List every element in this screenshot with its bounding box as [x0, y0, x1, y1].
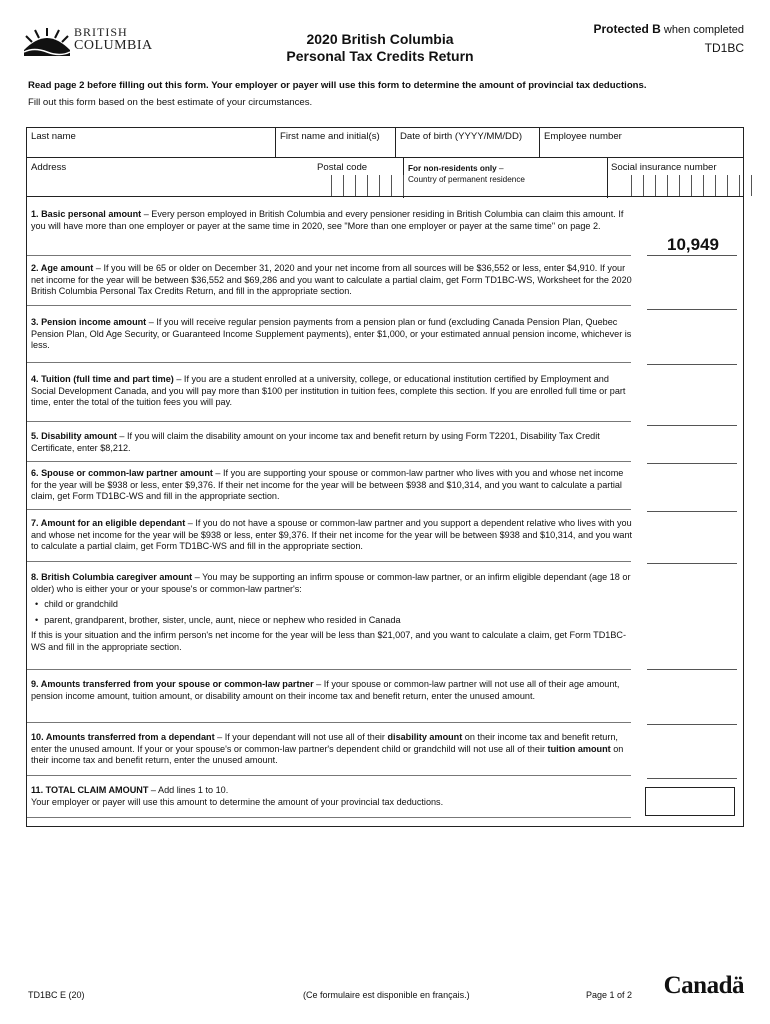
postal-code-boxes[interactable]: [331, 175, 404, 196]
address-field[interactable]: Address: [31, 162, 67, 173]
claim-sections: [26, 197, 744, 827]
protected-label: Protected B when completed: [593, 22, 744, 36]
page-number: Page 1 of 2: [586, 990, 633, 1000]
line-7-amount[interactable]: [647, 563, 737, 564]
page-title: 2020 British Columbia Personal Tax Credits Return: [286, 31, 474, 64]
section-1: 1. Basic personal amount – Every person employed in British Columbia and every pensioner residing in British Columbia can claim this amount. If you will have more than one employer or payer at the same time in 2020, see "More than one employer or payer at the same time" on page 2.: [31, 209, 624, 231]
sin-boxes[interactable]: [631, 175, 752, 196]
french-availability: (Ce formulaire est disponible en français.): [303, 990, 470, 1000]
section-3: 3. Pension income amount – If you will receive regular pension payments from a pension plan or fund (excluding Canada Pension Plan, Quebec Pension Plan, Old Age Security, or Guaranteed Income Supplement payments), enter $1,000, or your estimated annual pension income, whichever is less.: [31, 317, 632, 351]
intro-instruction: Read page 2 before filling out this form. Your employer or payer will use this form to determine the amount of provincial tax deductions.: [28, 80, 647, 91]
line-1-amount[interactable]: [647, 255, 737, 256]
total-claim-amount-box[interactable]: [645, 787, 735, 816]
section-8: 8. British Columbia caregiver amount – You may be supporting an infirm spouse or common-law partner, or an infirm eligible dependant (age 18 or older) who is either your or your spouse's or common-law partner's: • child or grandchild • parent, grandparent, brother, sister, uncle, aunt, niece or nephew who resided in Canada If this is your situation and the infirm person's net income for the year will be less than $21,007, and you want to calculate a claim, get Form TD1BC-WS and fill in the appropriate section.: [31, 572, 633, 654]
section-6: 6. Spouse or common-law partner amount – If you are supporting your spouse or common-law partner who lives with you and whose net income for the year will be $938 or less, enter $9,376. If their net income for the year will be between $938 and $10,314, and you want to calculate a partial claim, get Form TD1BC-WS and fill in the appropriate section.: [31, 468, 624, 502]
logo-line2: COLUMBIA: [74, 38, 153, 53]
form-code: TD1BC: [704, 41, 744, 55]
section-11: 11. TOTAL CLAIM AMOUNT – Add lines 1 to 10. Your employer or payer will use this amount to determine the amount of your provincial tax deductions.: [31, 785, 444, 807]
sin-label: Social insurance number: [611, 162, 717, 173]
bc-sun-icon: [22, 28, 72, 58]
line-5-amount[interactable]: [647, 463, 737, 464]
date-of-birth-field[interactable]: Date of birth (YYYY/MM/DD): [400, 131, 523, 142]
caregiver-bullet-2: • parent, grandparent, brother, sister, uncle, aunt, niece or nephew who resided in Canada: [31, 615, 633, 627]
first-name-field[interactable]: First name and initial(s): [280, 131, 380, 142]
logo-line1: BRITISH: [74, 25, 128, 39]
non-residents-field[interactable]: For non-residents only – Country of permanent residence: [408, 164, 525, 184]
section-4: 4. Tuition (full time and part time) – If you are a student enrolled at a university, college, or educational institution certified by Employment and Social Development Canada, and you will pay more than $100 per institution in tuition fees, complete this section. If you are enrolled full time or part time, enter the total of the tuition fees you will pay.: [31, 374, 626, 408]
postal-code-label: Postal code: [317, 162, 368, 173]
last-name-field[interactable]: Last name: [31, 131, 76, 142]
line-6-amount[interactable]: [647, 511, 737, 512]
line-9-amount[interactable]: [647, 724, 737, 725]
line-2-amount[interactable]: [647, 309, 737, 310]
intro-fill: Fill out this form based on the best estimate of your circumstances.: [28, 97, 313, 108]
form-id: TD1BC E (20): [28, 990, 85, 1000]
employee-number-field[interactable]: Employee number: [544, 131, 622, 142]
section-2: 2. Age amount – If you will be 65 or older on December 31, 2020 and your net income from all sources will be $36,552 or less, enter $4,910. If your net income for the year will be between $36,552 and $69,286 and you want to calculate a partial claim, get Form TD1BC-WS, Worksheet for the 2020 British Columbia Personal Tax Credits Return, and fill in the appropriate section.: [31, 263, 632, 297]
section-5: 5. Disability amount – If you will claim the disability amount on your income tax and benefit return by using Form T2201, Disability Tax Credit Certificate, enter $8,212.: [31, 431, 600, 453]
section-9: 9. Amounts transferred from your spouse or common-law partner – If your spouse or common-law partner will not use all of their age amount, pension income amount, tuition amount, or disability amount on their income tax and benefit return, enter the unused amount.: [31, 679, 620, 701]
line-4-amount[interactable]: [647, 425, 737, 426]
line-10-amount[interactable]: [647, 778, 737, 779]
line-8-amount[interactable]: [647, 669, 737, 670]
bc-logo: [22, 22, 152, 62]
basic-personal-amount-value: 10,949: [667, 235, 719, 254]
section-7: 7. Amount for an eligible dependant – If you do not have a spouse or common-law partner and you support a dependent relative who lives with you and whose net income for the year will be $938 or less, enter $9,376. If their net income for the year will be between $938 and $10,314, and you want to calculate a partial claim, get Form TD1BC-WS and fill in the appropriate section.: [31, 518, 633, 552]
caregiver-bullet-1: • child or grandchild: [31, 599, 633, 611]
identification-table: [26, 127, 744, 197]
canada-wordmark: Canadä: [663, 972, 744, 999]
section-10: 10. Amounts transferred from a dependant – If your dependant will not use all of their disability amount on their income tax and benefit return, enter the unused amount. If your or your spouse's or common-law partner's dependent child or grandchild will not use all of their tuition amount on their income tax and benefit return, enter the unused amount.: [31, 732, 624, 766]
line-3-amount[interactable]: [647, 364, 737, 365]
